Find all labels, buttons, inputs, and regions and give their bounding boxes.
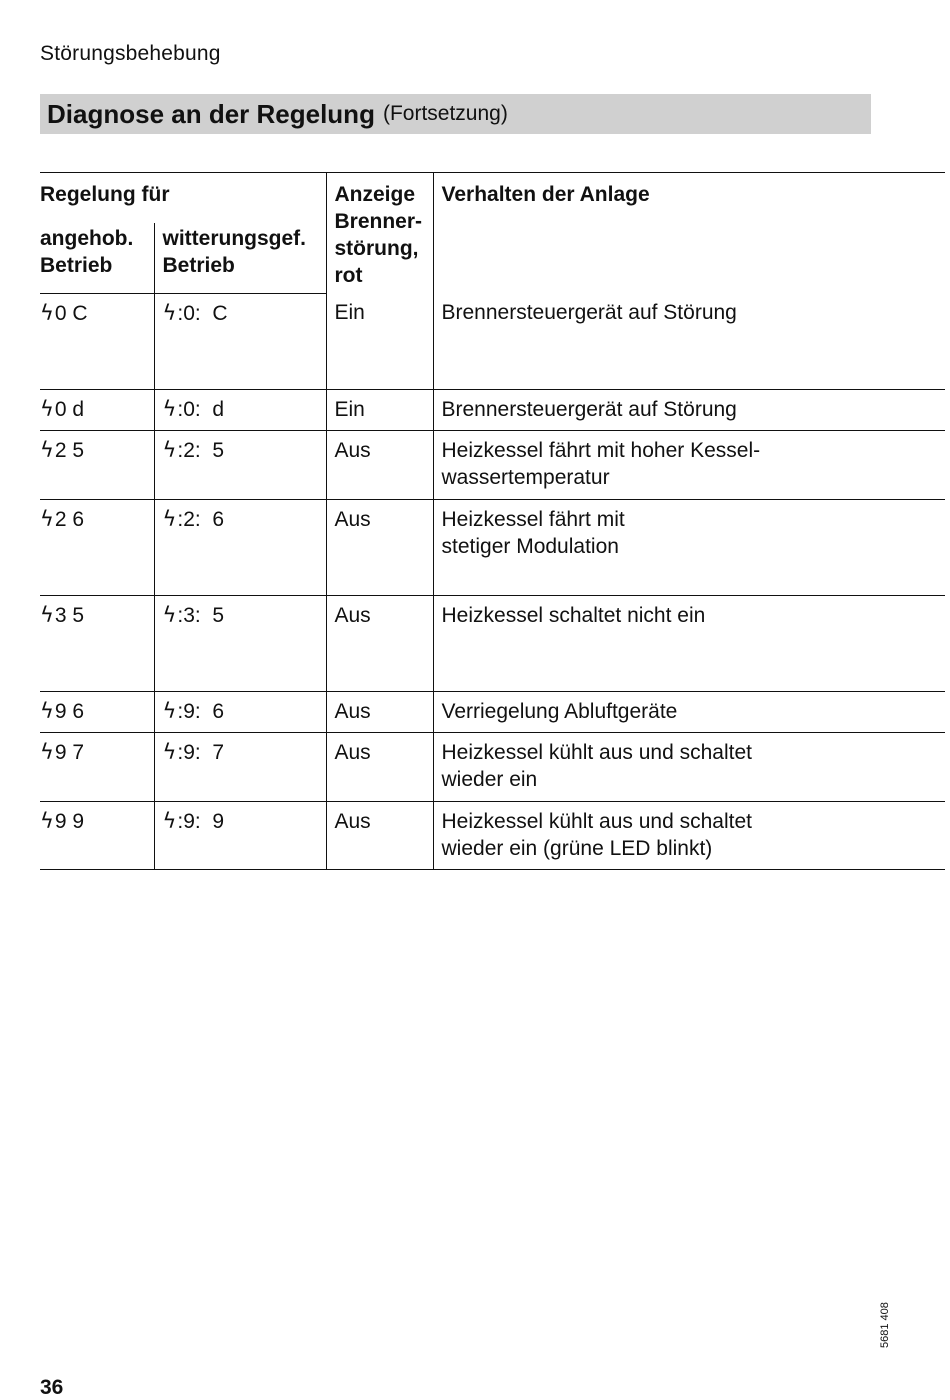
fault-bolt-icon: ϟ — [40, 506, 54, 531]
page-title-suffix: (Fortsetzung) — [382, 102, 508, 125]
table-row — [40, 389, 945, 430]
indicator-value: Aus — [326, 732, 433, 801]
behavior-text: Heizkessel kühlt aus und schaltet wieder ein — [433, 732, 945, 801]
fault-bolt-icon: ϟ — [40, 437, 54, 462]
code-raised: ϟ0 d — [40, 389, 154, 430]
code-weather: ϟ:0: d — [154, 389, 326, 430]
code-raised: ϟ9 7 — [40, 732, 154, 801]
table-row — [40, 499, 945, 595]
header-control-group: Regelung für — [40, 173, 326, 223]
behavior-text: Brennersteuergerät auf Störung — [433, 389, 945, 430]
section-label: Störungsbehebung — [40, 42, 221, 65]
table-row — [40, 595, 945, 691]
code-weather: ϟ:9: 6 — [154, 691, 326, 732]
code-raised: ϟ9 6 — [40, 691, 154, 732]
behavior-text: Verriegelung Abluftgeräte — [433, 691, 945, 732]
behavior-text: Heizkessel kühlt aus und schaltet wieder ein (grüne LED blinkt) — [433, 801, 945, 869]
fault-bolt-icon: ϟ — [40, 698, 54, 723]
fault-bolt-icon: ϟ — [162, 739, 177, 764]
fault-bolt-icon: ϟ — [162, 808, 177, 833]
indicator-value: Ein — [326, 389, 433, 430]
fault-bolt-icon: ϟ — [162, 602, 177, 627]
behavior-text: Heizkessel fährt mit hoher Kessel- wassertemperatur — [433, 430, 945, 499]
indicator-value: Ein — [326, 293, 433, 389]
behavior-text: Heizkessel schaltet nicht ein — [433, 595, 945, 691]
code-weather: ϟ:2: 5 — [154, 430, 326, 499]
fault-bolt-icon: ϟ — [162, 300, 177, 325]
table-row — [40, 691, 945, 732]
indicator-value: Aus — [326, 691, 433, 732]
header-system-behavior: Verhalten der Anlage — [433, 173, 945, 294]
code-weather: ϟ:9: 7 — [154, 732, 326, 801]
fault-bolt-icon: ϟ — [40, 739, 54, 764]
behavior-text: Brennersteuergerät auf Störung — [433, 293, 945, 389]
indicator-value: Aus — [326, 595, 433, 691]
code-raised: ϟ9 9 — [40, 801, 154, 869]
code-weather: ϟ:9: 9 — [154, 801, 326, 869]
page-title: Diagnose an der Regelung — [47, 98, 375, 129]
code-weather: ϟ:3: 5 — [154, 595, 326, 691]
page-number: 36 — [40, 1376, 64, 1399]
indicator-value: Aus — [326, 801, 433, 869]
table-row — [40, 430, 945, 499]
code-raised: ϟ2 6 — [40, 499, 154, 595]
fault-bolt-icon: ϟ — [162, 698, 177, 723]
table-row — [40, 801, 945, 869]
code-weather: ϟ:2: 6 — [154, 499, 326, 595]
code-raised: ϟ3 5 — [40, 595, 154, 691]
diagnosis-table — [40, 172, 945, 870]
indicator-value: Aus — [326, 499, 433, 595]
fault-bolt-icon: ϟ — [40, 808, 54, 833]
header-burner-fault-indicator: Anzeige Brenner- störung, rot — [326, 173, 433, 294]
table-row — [40, 732, 945, 801]
title-bar — [40, 94, 871, 134]
indicator-value: Aus — [326, 430, 433, 499]
document-number: 5681 408 — [879, 1302, 891, 1348]
fault-bolt-icon: ϟ — [40, 602, 54, 627]
header-weather-compensated-operation: witterungsgef. Betrieb — [154, 223, 326, 294]
fault-bolt-icon: ϟ — [162, 396, 177, 421]
header-raised-operation: angehob. Betrieb — [40, 223, 154, 294]
code-raised: ϟ0 C — [40, 293, 154, 389]
code-weather: ϟ:0: C — [154, 293, 326, 389]
code-raised: ϟ2 5 — [40, 430, 154, 499]
fault-bolt-icon: ϟ — [40, 300, 54, 325]
table-row — [40, 293, 945, 389]
fault-bolt-icon: ϟ — [162, 437, 177, 462]
behavior-text: Heizkessel fährt mit stetiger Modulation — [433, 499, 945, 595]
fault-bolt-icon: ϟ — [40, 396, 54, 421]
fault-bolt-icon: ϟ — [162, 506, 177, 531]
